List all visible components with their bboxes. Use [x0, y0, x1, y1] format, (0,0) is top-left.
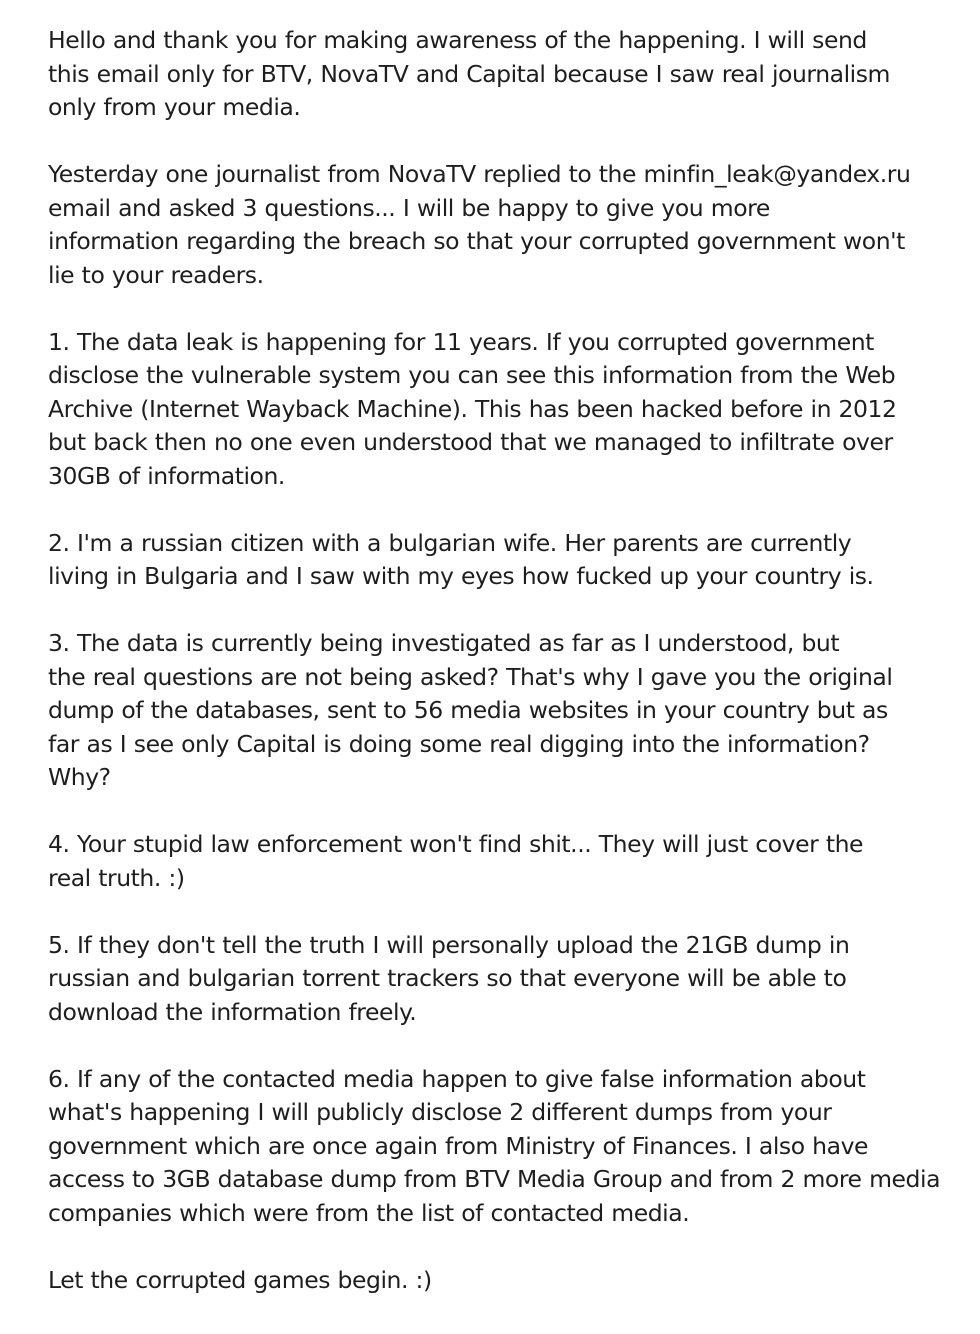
- text-line: information regarding the breach so that your corrupted government won't: [48, 227, 905, 255]
- text-line: Yesterday one journalist from NovaTV replied to the minfin_leak@yandex.ru: [48, 160, 911, 188]
- text-line: 30GB of information.: [48, 461, 285, 490]
- text-line: Let the corrupted games begin. :): [48, 1265, 432, 1294]
- text-line: 5. If they don't tell the truth I will personally upload the 21GB dump in: [48, 930, 850, 959]
- text-line: Why?: [48, 763, 111, 791]
- text-line: email and asked 3 questions... I will be happy to give you more: [48, 193, 770, 222]
- paragraph-closing: [48, 1264, 968, 1298]
- paragraph-point-5: [48, 929, 968, 1030]
- text-line: living in Bulgaria and I saw with my eyes how fucked up your country is.: [48, 562, 874, 590]
- text-line: 2. I'm a russian citizen with a bulgarian wife. Her parents are currently: [48, 528, 852, 557]
- text-line: real truth. :): [48, 863, 185, 892]
- paragraph-intro: [48, 158, 968, 292]
- text-line: but back then no one even understood that we managed to infiltrate over: [48, 428, 893, 456]
- text-line: far as I see only Capital is doing some real digging into the information?: [48, 729, 870, 758]
- paragraph-greeting: [48, 24, 968, 125]
- email-body: [48, 24, 968, 1297]
- text-line: 3. The data is currently being investigated as far as I understood, but: [48, 629, 840, 657]
- text-line: government which are once again from Ministry of Finances. I also have: [48, 1131, 869, 1160]
- text-line: russian and bulgarian torrent trackers so that everyone will be able to: [48, 964, 847, 992]
- text-line: disclose the vulnerable system you can see this information from the Web: [48, 361, 896, 389]
- text-line: this email only for BTV, NovaTV and Capital because I saw real journalism: [48, 59, 890, 88]
- text-line: Hello and thank you for making awareness of the happening. I will send: [48, 26, 867, 54]
- paragraph-point-4: [48, 828, 968, 895]
- text-line: 1. The data leak is happening for 11 years. If you corrupted government: [48, 327, 874, 356]
- text-line: lie to your readers.: [48, 260, 264, 289]
- text-line: dump of the databases, sent to 56 media websites in your country but as: [48, 696, 888, 724]
- text-line: companies which were from the list of contacted media.: [48, 1198, 690, 1227]
- text-line: Archive (Internet Wayback Machine). This has been hacked before in 2012: [48, 394, 897, 423]
- paragraph-point-1: [48, 326, 968, 494]
- paragraph-point-2: [48, 527, 968, 594]
- text-line: 4. Your stupid law enforcement won't find shit... They will just cover the: [48, 830, 864, 858]
- paragraph-point-3: [48, 627, 968, 795]
- text-line: download the information freely.: [48, 997, 417, 1026]
- text-line: what's happening I will publicly disclose 2 different dumps from your: [48, 1098, 832, 1126]
- text-line: access to 3GB database dump from BTV Media Group and from 2 more media: [48, 1165, 941, 1193]
- paragraph-point-6: [48, 1063, 968, 1231]
- text-line: only from your media.: [48, 93, 301, 121]
- text-line: the real questions are not being asked? That's why I gave you the original: [48, 662, 893, 691]
- text-line: 6. If any of the contacted media happen to give false information about: [48, 1064, 866, 1093]
